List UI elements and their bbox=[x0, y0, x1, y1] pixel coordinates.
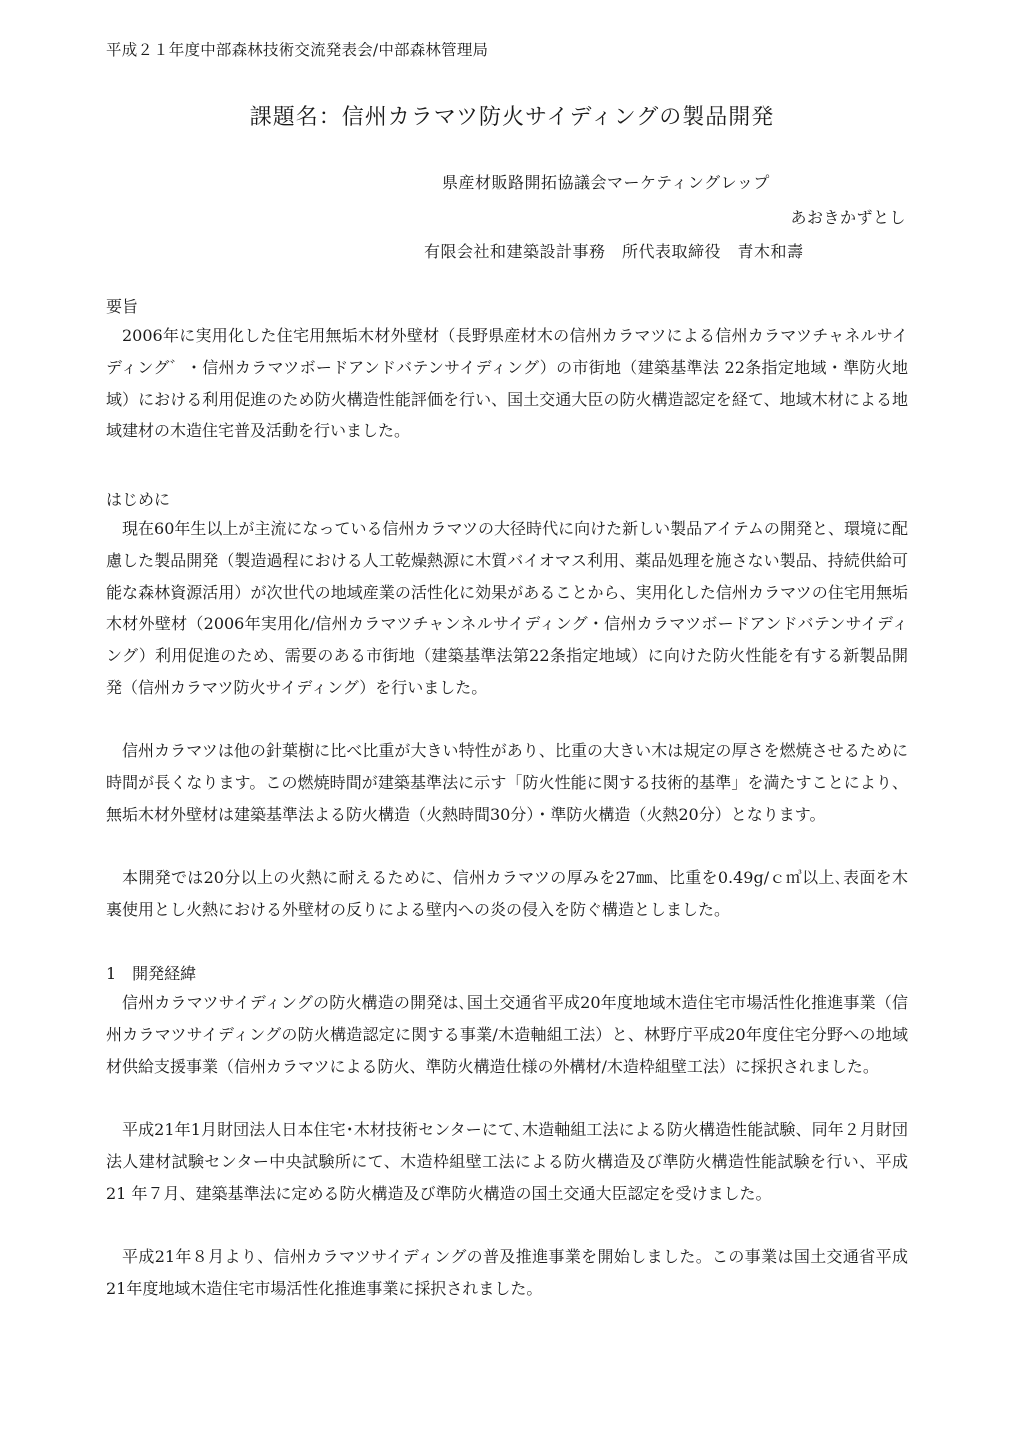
author-affiliation-name: 有限会社和建築設計事務 所代表取締役 青木和壽 bbox=[424, 242, 804, 261]
intro-paragraph-2: 信州カラマツは他の針葉樹に比べ比重が大きい特性があり、比重の大きい木は規定の厚さを燃焼させるために時間が長くなります。この燃焼時間が建築基準法に示す「防火性能に関する技術的基準」を満たすことにより、無垢木材外壁材は建築基準法よる防火構造（火熱時間30分）・準防火構造（火熱20分）となります。 bbox=[106, 741, 908, 824]
intro-paragraph-1: 現在60年生以上が主流になっている信州カラマツの大径時代に向けた新しい製品アイテムの開発と、環境に配慮した製品開発（製造過程における人工乾燥熱源に木質バイオマス利用、薬品処理を施さない製品、持続供給可能な森林資源活用）が次世代の地域産業の活性化に効果があることから、実用化した信州カラマツの住宅用無垢木材外壁材（2006年実用化/信州カラマツチャンネルサイディング・信州カラマツボードアンドバテンサイディング）利用促進のため、需要のある市街地（建築基準法第22条指定地域）に向けた防火性能を有する新製品開発（信州カラマツ防火サイディング）を行いました。 bbox=[106, 519, 908, 697]
section-heading-summary: 要旨 bbox=[106, 297, 139, 316]
page-header: 平成２１年度中部森林技術交流発表会/中部森林管理局 bbox=[106, 41, 489, 59]
intro-paragraph-3: 本開発では20分以上の火熱に耐えるために、信州カラマツの厚みを27㎜、比重を0.49g/ｃ㎥以上､表面を木裏使用とし火熱における外壁材の反りによる壁内への炎の侵入を防ぐ構造としました。 bbox=[106, 868, 908, 919]
history-paragraph-3: 平成21年８月より、信州カラマツサイディングの普及推進事業を開始しました。この事業は国土交通省平成21年度地域木造住宅市場活性化推進事業に採択されました。 bbox=[106, 1247, 908, 1298]
page-title: 課題名：信州カラマツ防火サイディングの製品開発 bbox=[249, 105, 775, 130]
author-organization: 県産材販路開拓協議会マーケティングレップ bbox=[442, 173, 770, 192]
summary-paragraph: 2006年に実用化した住宅用無垢木材外壁材（長野県産材木の信州カラマツによる信州カラマツチャネルサイディング゛・信州カラマツボードアンドバテンサイディング）の市街地（建築基準法 22条指定地域・準防火地域）における利用促進のため防火構造性能評価を行い、国土交通大臣の防火構造認定を経て、地域木材による地域建材の木造住宅普及活動を行いました。 bbox=[106, 326, 908, 441]
history-paragraph-1: 信州カラマツサイディングの防火構造の開発は､国土交通省平成20年度地域木造住宅市場活性化推進事業（信州カラマツサイディングの防火構造認定に関する事業/木造軸組工法）と、林野庁平成20年度住宅分野への地域材供給支援事業（信州カラマツによる防火、準防火構造仕様の外構材/木造枠組壁工法）に採択されました。 bbox=[106, 993, 908, 1076]
section-heading-history: 1 開発経緯 bbox=[106, 964, 197, 983]
history-paragraph-2: 平成21年1月財団法人日本住宅･木材技術センターにて､木造軸組工法による防火構造性能試験、同年２月財団法人建材試験センター中央試験所にて、木造枠組壁工法による防火構造及び準防火構造性能試験を行い、平成 21 年７月、建築基準法に定める防火構造及び準防火構造の国土交通大臣認定を受けました。 bbox=[106, 1120, 914, 1203]
author-name-kana: あおきかずとし bbox=[790, 208, 906, 227]
section-heading-intro: はじめに bbox=[106, 490, 171, 509]
